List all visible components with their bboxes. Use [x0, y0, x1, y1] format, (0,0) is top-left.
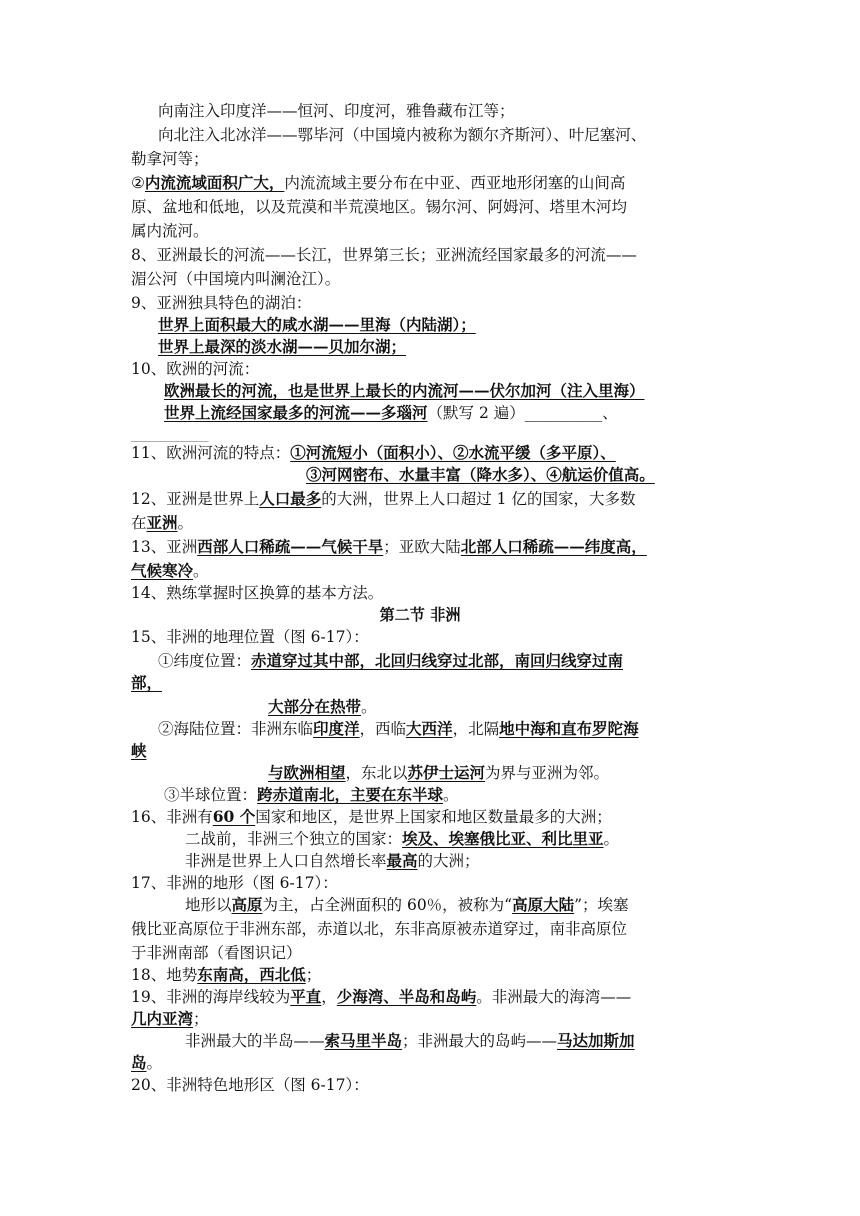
text-line	[158, 718, 639, 740]
text: 18、地势	[131, 966, 198, 984]
blank-line: __________	[131, 424, 209, 442]
text-line	[131, 740, 147, 762]
text-line	[131, 442, 616, 464]
key-point: 索马里半岛	[324, 1031, 403, 1050]
text: 17、非洲的地形（图 6-17）：	[131, 874, 338, 892]
text: 俄比亚高原位于非洲东部，赤道以北，东非高原被赤道穿过，南非高原位	[131, 920, 628, 938]
text: ；	[193, 1010, 209, 1028]
text: 湄公河（中国境内叫澜沧江）。	[131, 270, 341, 288]
text: （默写 2 遍）	[427, 404, 525, 422]
text: 19、非洲的海岸线较为	[131, 988, 291, 1006]
text-line	[131, 1052, 162, 1074]
key-point: 平直	[290, 987, 322, 1006]
text: ，东北以	[345, 764, 408, 782]
key-point: 几内亚湾	[131, 1009, 194, 1028]
key-point: 马达加斯加	[557, 1031, 635, 1050]
text-line	[131, 488, 635, 510]
key-point: 岛	[131, 1053, 147, 1072]
text-line	[131, 268, 340, 290]
text-line	[131, 1074, 369, 1096]
text: 非洲是世界上人口自然增长率	[185, 852, 387, 870]
text: 属内流河。	[131, 222, 209, 240]
text-line	[131, 512, 193, 534]
text: 的大洲；	[417, 852, 480, 870]
text: 向北注入北冰洋——鄂毕河（中国境内被称为额尔齐斯河）、叶尼塞河、	[158, 126, 647, 144]
key-point: 大西洋	[406, 719, 453, 738]
text-line	[185, 850, 480, 872]
text-line	[131, 422, 209, 444]
key-point: 印度洋	[313, 719, 360, 738]
key-point: 人口最多	[259, 489, 322, 508]
text: 。	[193, 562, 209, 580]
text: 向南注入印度洋——恒河、印度河，雅鲁藏布江等；	[158, 102, 515, 120]
text-line	[185, 1030, 635, 1052]
key-point: 世界上最深的淡水湖——贝加尔湖；	[158, 337, 407, 356]
text: 为界与亚洲为邻。	[485, 764, 610, 782]
text-line	[131, 560, 209, 582]
blank-line: __________、	[524, 404, 618, 422]
section-title-text: 第二节 非洲	[379, 606, 461, 624]
text: ②	[131, 174, 145, 192]
text-line	[131, 1008, 209, 1030]
key-point: 埃及、埃塞俄比亚、利比里亚	[402, 829, 604, 848]
text: 国家和地区，是世界上国家和地区数量最多的大洲；	[255, 808, 612, 826]
key-point: 高原大陆	[512, 895, 575, 914]
text: ①纬度位置：	[158, 652, 252, 670]
text-line	[131, 626, 369, 648]
key-point: 苏伊士运河	[407, 763, 486, 782]
text-line	[131, 358, 259, 380]
text: 内流流域主要分布在中亚、西亚地形闭塞的山间高	[284, 174, 626, 192]
text: 。	[177, 514, 194, 532]
key-point: 峡	[131, 741, 147, 760]
text-line	[185, 894, 629, 916]
text: ，	[321, 988, 337, 1006]
text: ②海陆位置：非洲东临	[158, 720, 314, 738]
text-line	[185, 828, 619, 850]
text-line	[158, 100, 515, 122]
text-line	[131, 964, 321, 986]
text: ；	[305, 966, 322, 984]
key-point: 赤道穿过其中部，北回归线穿过北部，南回归线穿过南	[251, 651, 624, 670]
key-point: 亚洲	[146, 513, 178, 532]
text-line	[131, 220, 209, 242]
key-point: 高原	[231, 895, 263, 914]
section-title	[0, 604, 840, 626]
text-line	[131, 148, 209, 170]
text: 为主，占全洲面积的 60％，被称为“	[262, 896, 513, 914]
text: 。	[146, 1054, 163, 1072]
key-point: 内流流域面积广大，	[144, 173, 285, 192]
text: 二战前，非洲三个独立的国家：	[185, 830, 403, 848]
text-line	[131, 536, 647, 558]
text: 11、欧洲河流的特点：	[131, 444, 291, 462]
key-point: 欧洲最长的河流，也是世界上最长的内流河——伏尔加河（注入里海）	[164, 381, 645, 400]
text-line	[158, 124, 646, 146]
key-point: 东南高，西北低	[197, 965, 306, 984]
text: 16、非洲有	[131, 808, 213, 826]
text: 地形以	[185, 896, 232, 914]
text-line	[164, 784, 459, 806]
key-point: 世界上面积最大的咸水湖——里海（内陆湖）；	[158, 315, 476, 334]
text-line	[158, 336, 406, 358]
text: 非洲最大的半岛——	[185, 1032, 325, 1050]
text: 20、非洲特色地形区（图 6-17）：	[131, 1076, 369, 1094]
text-line	[131, 672, 162, 694]
key-point: 北部人口稀疏——纬度高，	[460, 537, 647, 556]
key-point: ①河流短小（面积小）、②水流平缓（多平原）、	[290, 443, 616, 462]
text: 于非洲南部（看图识记）	[131, 944, 302, 962]
text: 12、亚洲是世界上	[131, 490, 260, 508]
text: ”；埃塞	[574, 896, 629, 914]
text-line	[131, 244, 637, 266]
text: 勒拿河等；	[131, 150, 209, 168]
text: ，北隔	[452, 720, 500, 738]
key-point: 气候寒冷	[131, 561, 194, 580]
text-line	[131, 806, 612, 828]
text: ；亚欧大陆	[383, 538, 461, 556]
text-line	[164, 402, 618, 424]
text-line	[268, 762, 609, 784]
key-point: 与欧洲相望	[268, 763, 346, 782]
text: 原、盆地和低地，以及荒漠和半荒漠地区。锡尔河、阿姆河、塔里木河均	[131, 198, 628, 216]
text: ，西临	[359, 720, 407, 738]
text: 13、亚洲	[131, 538, 198, 556]
text-line	[131, 196, 627, 218]
text-line	[131, 292, 311, 314]
text: ③半球位置：	[164, 786, 258, 804]
key-point: ③河网密布、水量丰富（降水多）、④航运价值高。	[306, 465, 655, 484]
text: ；非洲最大的岛屿——	[402, 1032, 558, 1050]
text: 。	[443, 786, 459, 804]
key-point: 部，	[131, 673, 163, 692]
text-line	[131, 986, 631, 1008]
text-line	[158, 650, 623, 672]
key-point: 少海湾、半岛和岛屿	[336, 987, 477, 1006]
text: 的大洲，世界上人口超过 1 亿的国家，大多数	[321, 490, 636, 508]
key-point: 世界上流经国家最多的河流——多瑙河	[164, 403, 428, 422]
text-line	[131, 942, 302, 964]
text: 。	[603, 830, 620, 848]
text: 。	[361, 698, 377, 716]
text-line	[306, 464, 655, 486]
text-line	[158, 314, 476, 336]
key-point: 西部人口稀疏——气候干旱	[197, 537, 384, 556]
text: 8、亚洲最长的河流——长江，世界第三长；亚洲流经国家最多的河流——	[131, 246, 637, 264]
text: 14、熟练掌握时区换算的基本方法。	[131, 584, 384, 602]
text: 15、非洲的地理位置（图 6-17）：	[131, 628, 369, 646]
text: 10、欧洲的河流：	[131, 360, 260, 378]
text-line	[268, 696, 377, 718]
key-point: 最高	[386, 851, 418, 870]
text: 。非洲最大的海湾——	[476, 988, 632, 1006]
key-point: 地中海和直布罗陀海	[499, 719, 639, 738]
text-line	[131, 582, 383, 604]
text: 在	[131, 514, 147, 532]
key-point: 大部分在热带	[268, 697, 362, 716]
text-line	[131, 172, 625, 194]
text-line	[131, 918, 627, 940]
text-line	[164, 380, 645, 402]
text-line	[131, 872, 338, 894]
key-point: 60 个	[212, 807, 256, 826]
text: 9、亚洲独具特色的湖泊：	[131, 294, 312, 312]
key-point: 跨赤道南北，主要在东半球	[257, 785, 444, 804]
